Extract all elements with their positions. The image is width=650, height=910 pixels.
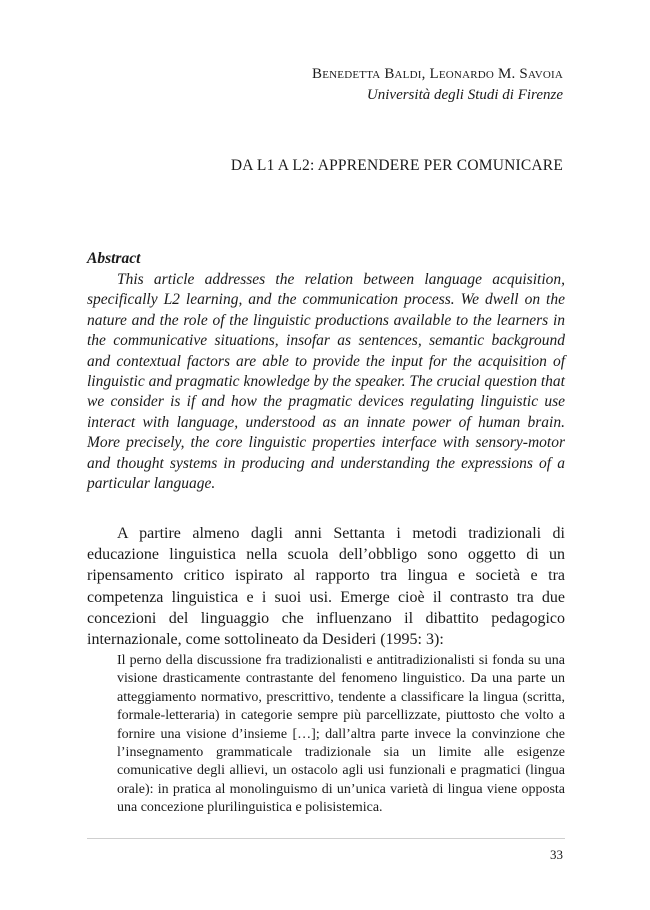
page-number: 33 — [550, 847, 563, 862]
footer-divider — [87, 838, 565, 839]
author-names: Benedetta Baldi, Leonardo M. Savoia — [312, 66, 563, 82]
article-title: DA L1 A L2: APPRENDERE PER COMUNICARE — [230, 157, 563, 174]
block-quote: Il perno della discussione fra tradizionalisti e antitradizionalisti si fonda su una visione drasticamente contrastante del fenomeno linguistico. Da una parte un atteggiamento normativo, prescrittivo, tendente a classificare la lingua (scritta, formale-letteraria) in categorie sempre più parcellizzate, piuttosto che volto a fornire una visione d’insieme […]; dall’altra parte invece la convinzione che l’insegnamento grammaticale tradizionale sia un limite alle esigenze comunicative degli allievi, un ostacolo agli usi funzionali e pragmatici (lingua orale): in pratica al monolinguismo di un’unica varietà di lingua viene opposta una concezione plurilinguistica e polisistemica. — [117, 653, 565, 816]
abstract-heading: Abstract — [87, 250, 141, 267]
abstract-text: This article addresses the relation between language acquisition, specifically L2 learning, and the communication process. We dwell on the nature and the role of the linguistic productions available to the learners in the communicative situations, insofar as sentences, semantic background and contextual factors are able to provide the input for the acquisition of linguistic and pragmatic knowledge by the speaker. The crucial question that we consider is if and how the pragmatic devices regulating linguistic use interact with language, understood as an innate power of human brain. More precisely, the core linguistic properties interface with sensory-motor and thought systems in producing and understanding the expressions of a particular language. — [87, 271, 565, 493]
body-paragraph: A partire almeno dagli anni Settanta i metodi tradizionali di educazione linguistica nella scuola dell’obbligo sono oggetto di un ripensamento critico ispirato al rapporto tra lingua e società e tra competenza linguistica e i suoi usi. Emerge cioè il contrasto tra due concezioni del linguaggio che influenzano il dibattito pedagogico internazionale, come sottolineato da Desideri (1995: 3): — [87, 525, 565, 649]
author-affiliation: Università degli Studi di Firenze — [366, 87, 563, 103]
